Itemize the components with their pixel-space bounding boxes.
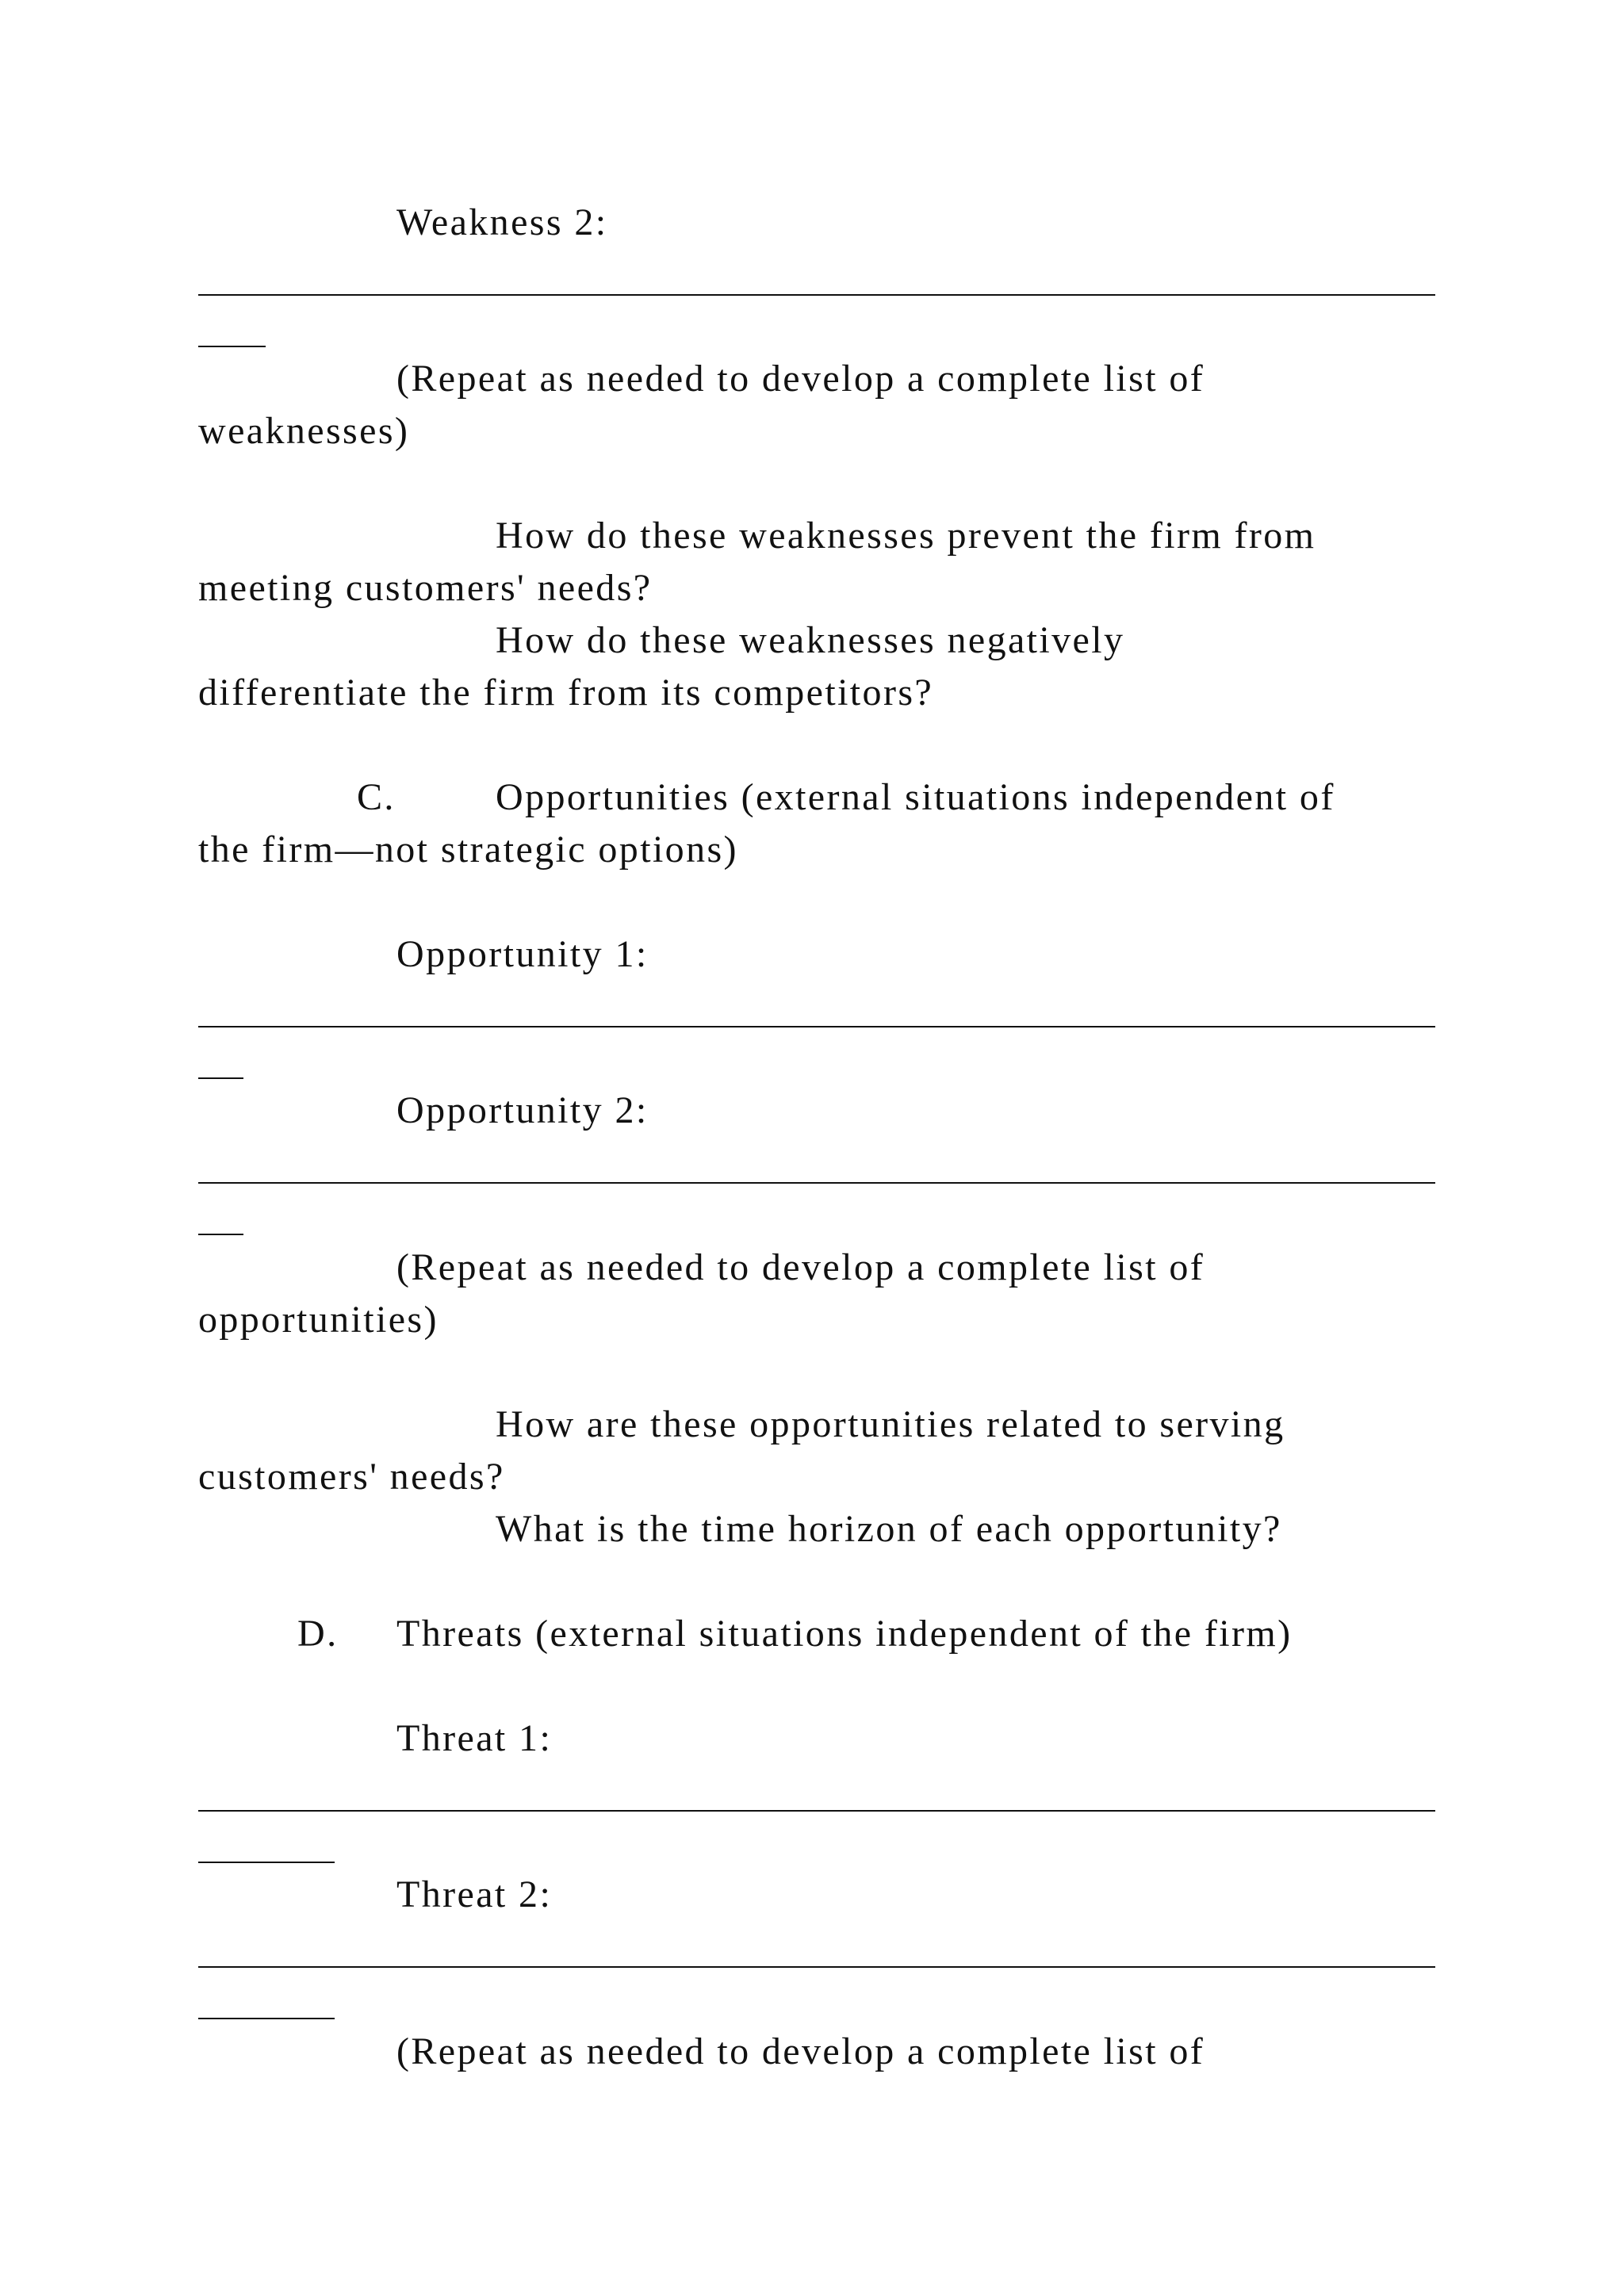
opportunities-question-1-cont: customers' needs? <box>198 1456 505 1498</box>
opportunity-2-answer-line-wrap <box>198 1234 243 1235</box>
threats-letter: D. <box>297 1613 339 1655</box>
opportunities-question-2: What is the time horizon of each opportunity? <box>496 1508 1282 1550</box>
weakness-repeat-note: (Repeat as needed to develop a complete list of <box>396 358 1205 400</box>
opportunity-1-answer-line <box>198 1026 1435 1027</box>
threat-1-label: Threat 1: <box>396 1717 553 1759</box>
opportunities-letter: C. <box>357 776 396 818</box>
opportunities-repeat-note-cont: opportunities) <box>198 1299 439 1341</box>
opportunity-2-label: Opportunity 2: <box>396 1089 649 1131</box>
threats-heading: Threats (external situations independent of the firm) <box>396 1613 1293 1655</box>
opportunity-2-answer-line <box>198 1182 1435 1184</box>
opportunities-question-1: How are these opportunities related to serving <box>496 1403 1285 1445</box>
weakness-question-1-cont: meeting customers' needs? <box>198 567 653 609</box>
threat-2-label: Threat 2: <box>396 1873 553 1915</box>
weakness-2-label: Weakness 2: <box>396 201 608 243</box>
threat-1-answer-line <box>198 1810 1435 1812</box>
weakness-question-1: How do these weaknesses prevent the firm from <box>496 515 1316 557</box>
weakness-question-2: How do these weaknesses negatively <box>496 619 1125 661</box>
threat-2-answer-line <box>198 1966 1435 1968</box>
opportunities-heading-cont: the firm—not strategic options) <box>198 828 738 871</box>
opportunities-repeat-note: (Repeat as needed to develop a complete list of <box>396 1246 1205 1288</box>
weakness-question-2-cont: differentiate the firm from its competitors? <box>198 672 934 714</box>
opportunity-1-answer-line-wrap <box>198 1077 243 1079</box>
weakness-2-answer-line <box>198 294 1435 296</box>
opportunity-1-label: Opportunity 1: <box>396 933 649 975</box>
threats-repeat-note: (Repeat as needed to develop a complete list of <box>396 2030 1205 2072</box>
weakness-repeat-note-cont: weaknesses) <box>198 410 410 452</box>
threat-1-answer-line-wrap <box>198 1862 335 1863</box>
opportunities-heading: Opportunities (external situations independent of <box>496 776 1335 818</box>
weakness-2-answer-line-wrap <box>198 346 266 347</box>
threat-2-answer-line-wrap <box>198 2018 335 2019</box>
